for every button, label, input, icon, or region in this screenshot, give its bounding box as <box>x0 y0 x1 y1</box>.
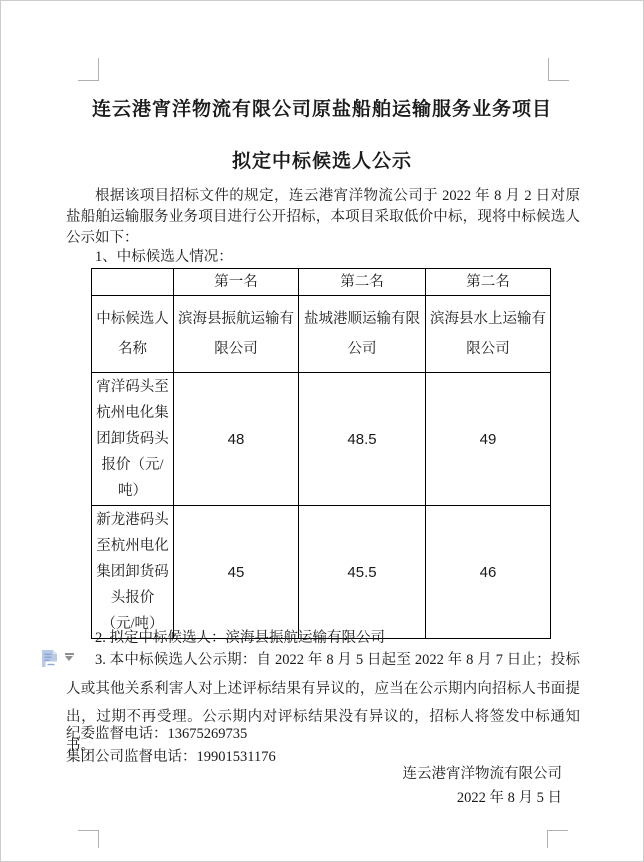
table-row-price-xiaoyang <box>92 373 551 506</box>
crop-mark-top-right <box>548 58 569 81</box>
candidate-name-cell: 盐城港顺运输有限公司 <box>299 296 426 373</box>
signature-date: 2022 年 8 月 5 日 <box>456 790 562 806</box>
price-cell: 45.5 <box>299 506 426 639</box>
table-header-rank3: 第二名 <box>426 269 551 296</box>
candidate-name-cell: 滨海县水上运输有限公司 <box>426 296 551 373</box>
group-supervision-phone: 集团公司监督电话：19901531176 <box>66 749 276 765</box>
doc-title-line2: 拟定中标候选人公示 <box>231 151 412 172</box>
intro-paragraph: 根据该项目招标文件的规定，连云港宵洋物流公司于 2022 年 8 月 2 日对原盐船舶运输服务业务项目进行公开招标，本项目采取低价中标，现将中标候选人公示如下： <box>66 188 580 246</box>
table-corner-cell <box>92 269 174 296</box>
crop-mark-top-left <box>78 58 99 81</box>
crop-mark-bottom-left <box>78 830 99 848</box>
section1-heading: 1、中标候选人情况： <box>95 249 233 265</box>
dropdown-arrow-triangle <box>65 656 73 661</box>
table-row-price-xinlonggang <box>92 506 551 639</box>
table-header-row <box>92 269 551 296</box>
crop-mark-bottom-right <box>547 830 568 848</box>
candidates-table <box>91 268 551 639</box>
dropdown-arrow-icon[interactable] <box>64 653 75 661</box>
comment-document-icon[interactable] <box>42 650 60 670</box>
row-label-candidate-name: 中标候选人名称 <box>92 296 174 373</box>
price-cell: 49 <box>426 373 551 506</box>
row-label-price-xinlonggang: 新龙港码头至杭州电化集团卸货码头报价（元/吨） <box>92 506 174 639</box>
price-cell: 46 <box>426 506 551 639</box>
price-cell: 48.5 <box>299 373 426 506</box>
row-label-price-xiaoyang: 宵洋码头至杭州电化集团卸货码头报价（元/吨） <box>92 373 174 506</box>
price-cell: 45 <box>174 506 299 639</box>
dropdown-arrow-bar <box>65 653 74 655</box>
table-row-candidate-names <box>92 296 551 373</box>
price-cell: 48 <box>174 373 299 506</box>
discipline-supervision-phone: 纪委监督电话：13675269735 <box>66 726 248 742</box>
section3-publicity-period: 3. 本中标候选人公示期：自 2022 年 8 月 5 日起至 2022 年 8 月 7 日止；投标人或其他关系利害人对上述评标结果有异议的，应当在公示期内向招标人书面提出，过期不再受理。公示期内对评标结果没有异议的，招标人将签发中标通知书。 <box>66 652 580 754</box>
table-header-rank1: 第一名 <box>174 269 299 296</box>
candidate-name-cell: 滨海县振航运输有限公司 <box>174 296 299 373</box>
doc-title-line1: 连云港宵洋物流有限公司原盐船舶运输服务业务项目 <box>91 99 552 120</box>
table-header-rank2: 第二名 <box>299 269 426 296</box>
signature-company: 连云港宵洋物流有限公司 <box>402 766 562 782</box>
section2-proposed-winner: 2. 拟定中标候选人：滨海县振航运输有限公司 <box>95 630 385 646</box>
